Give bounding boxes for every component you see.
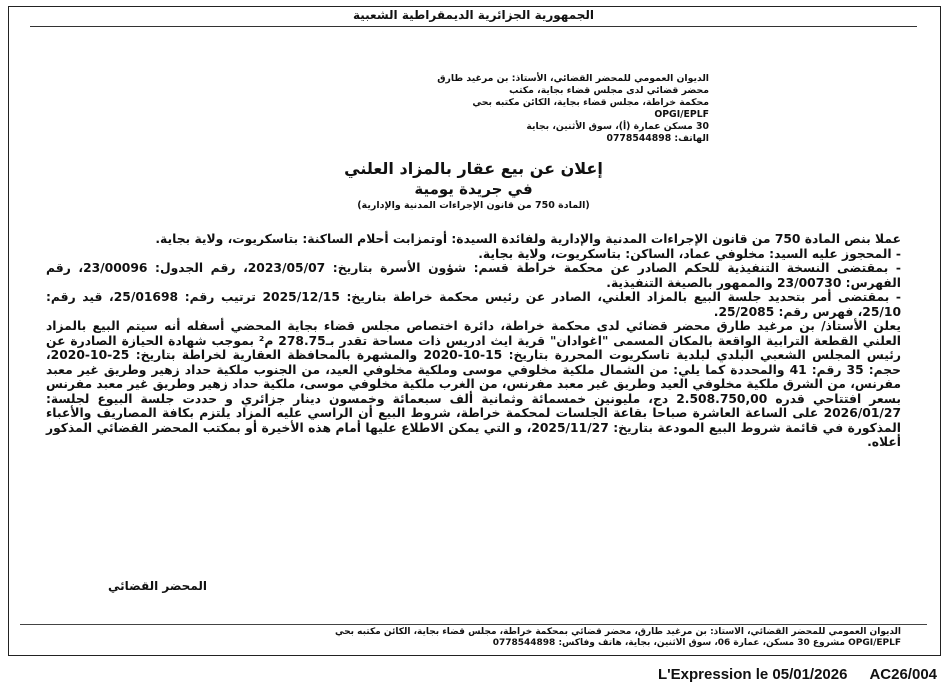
notice-body: [46, 232, 901, 450]
body-paragraph: عملا بنص المادة 750 من قانون الإجراءات المدنية والإدارية ولفائدة السيدة: أوتمزابت أحلام الساكنة: بتاسكريوت، ولاية بجاية.: [155, 232, 901, 246]
office-line: محضر قضائي لدى مجلس قضاء بجاية، مكتب: [509, 85, 709, 96]
notice-article-ref: (المادة 750 من قانون الإجراءات المدنية والإدارية): [357, 200, 590, 211]
office-line: محكمة خراطة، مجلس قضاء بجاية، الكائن مكتبه بحي: [472, 97, 709, 108]
signature: المحضر القضائي: [107, 579, 207, 593]
notice-title-block: [0, 158, 947, 213]
footer-line: OPGI/EPLF مشروع 30 مسكن، عمارة 06، سوق الأثنين، بجاية، هاتف وفاكس: 0778544898: [492, 638, 901, 648]
office-line: OPGI/EPLF: [654, 109, 709, 120]
header-divider: [30, 26, 917, 27]
notice-subtitle: في جريدة يومية: [414, 180, 533, 198]
body-paragraph: - بمقتضى أمر بتحديد جلسة البيع بالمزاد العلني، الصادر عن رئيس محكمة خراطة بتاريخ: 2025/12/15 ترتيب رقم: 25/01698، قيد رقم: 25/10، فهرس رقم: 25/2085.: [46, 290, 901, 319]
publication-source: L'Expression le 05/01/2026: [657, 666, 848, 683]
office-line: الهاتف: 0778544898: [606, 133, 709, 144]
office-line: 30 مسكن عمارة (أ)، سوق الأثنين، بجاية: [526, 121, 709, 132]
notice-title: إعلان عن بيع عقار بالمزاد العلني: [344, 159, 603, 178]
republic-header: الجمهورية الجزائرية الديمقراطية الشعبية: [352, 8, 595, 22]
footer-line: الديوان العمومي للمحضر القضائي، الأستاذ: بن مرغيد طارق، محضر قضائي بمحكمة خراطة، مجلس قضاء بجاية، الكائن مكتبه بحي: [335, 627, 901, 637]
footer-block: [46, 627, 901, 649]
publication-credit: [636, 666, 937, 683]
office-line: الديوان العمومي للمحضر القضائي، الأستاذ: بن مرغيد طارق: [437, 73, 709, 84]
office-block: [439, 73, 709, 145]
publication-code: AC26/004: [869, 666, 937, 683]
body-paragraph: - بمقتضى النسخة التنفيذية للحكم الصادر عن محكمة خراطة قسم: شؤون الأسرة بتاريخ: 2023/05/07، رقم الجدول: 23/00096، رقم الفهرس: 23/00730 والممهور بالصيغة التنفيذية.: [46, 261, 902, 290]
body-paragraph: - المحجوز عليه السيد: مخلوفي عماد، الساكن: بتاسكريوت، ولاية بجاية.: [478, 246, 901, 261]
footer-divider: [20, 624, 927, 625]
body-paragraph: يعلن الأستاذ/ بن مرغيد طارق محضر قضائي لدى محكمة خراطة، دائرة اختصاص مجلس قضاء بجاية المحضي أسفله أنه سيتم البيع بالمزاد العلني القطعة الترابية الواقعة بالمكان المسمى "اغوادان" قرية ايث ادريس ذات مساحة تقدر بـ278.75 م² بموجب شهادة الحيازة الصادرة عن رئيس المجلس الشعبي البلدي لبلدية تاسكريوت المحررة بتاريخ: 15-10-2020 والمشهرة بالمحافظة العقارية لخراطة بتاريخ: 25-10-2020، حجم: 35 رقم: 41 والمحددة كما يلي: من الشمال ملكية مخلوفي موسى وملكية مخلوفي العيد، من الجنوب ملكية حداد زهير وطريق غير معبد مفرنس، من الشرق ملكية مخلوفي العيد وطريق غير معبد مفرنس، من الغرب ملكية مخلوفي موسى، ملكية حداد زهير وطريق غير معبد مفرنس بسعر افتتاحي قدره 2.508.750,00 دج، مليونين خمسمائة وثمانية ألف سبعمائة وخمسون دينار جزائري و حددت جلسة البيوع لجلسة: 2026/01/27 على الساعة العاشرة صباحا بقاعة الجلسات لمحكمة خراطة، شروط البيع أن الراسي عليه المزاد يلتزم بكافة المصاريف والأعباء المذكورة في قائمة شروط البيع المودعة بتاريخ: 2025/11/27، و التي يمكن الاطلاع عليها أمام هذه الأخيرة أو بمكتب المحضر القضائي المذكور أعلاه.: [46, 319, 901, 449]
